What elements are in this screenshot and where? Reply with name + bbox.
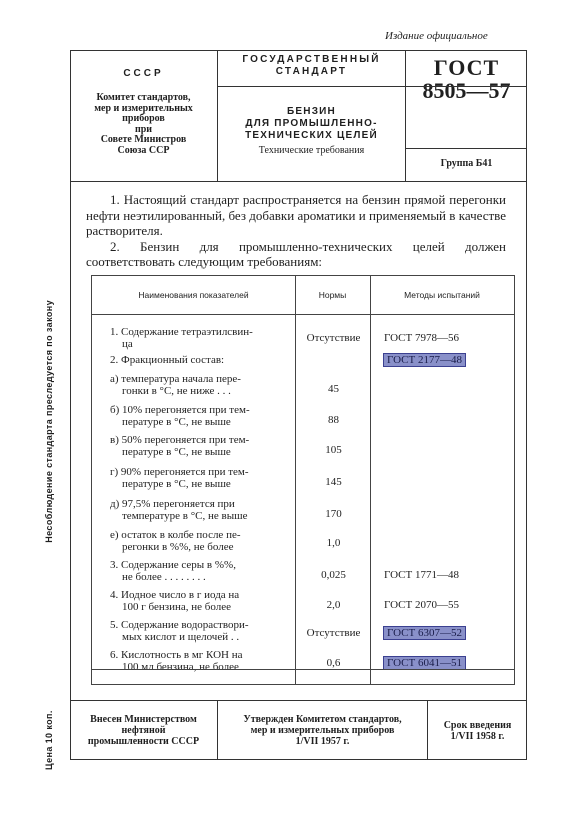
row-name-line: 6. Кислотность в мг КОН на xyxy=(110,649,243,661)
price-label: Цена 10 коп. xyxy=(44,710,54,770)
row-name xyxy=(110,434,302,458)
footer-line: промышленности СССР xyxy=(87,736,200,747)
row-name-line: пературе в °С, не выше xyxy=(122,478,231,490)
footer-line: нефтяной xyxy=(121,725,166,736)
body-text xyxy=(86,192,506,270)
row-name-line: 4. Иодное число в г иода на xyxy=(110,589,240,601)
row-norm: 170 xyxy=(325,508,342,520)
row-name-line: в) 50% перегоняется при тем- xyxy=(110,434,250,446)
row-name-line: регонки в %%, не более xyxy=(122,541,234,553)
row-norm: 0,6 xyxy=(326,657,341,669)
ussr-label: СССР xyxy=(123,68,164,79)
gost-word: ГОСТ xyxy=(433,55,500,80)
row-norm: 145 xyxy=(325,476,342,488)
row-norm: 2,0 xyxy=(326,599,341,611)
row-method xyxy=(384,627,514,639)
row-method xyxy=(384,354,514,366)
committee-name xyxy=(70,93,217,156)
row-name-line: е) остаток в колбе после пе- xyxy=(110,529,241,541)
row-name-line: пературе в °С, не выше xyxy=(122,416,231,428)
row-name xyxy=(110,373,302,397)
highlighted-method: ГОСТ 6307—52 xyxy=(384,627,465,639)
approved-by xyxy=(218,701,428,760)
footer-line: 1/VII 1957 г. xyxy=(295,736,350,747)
row-name xyxy=(110,559,302,583)
paragraph-2: 2. Бензин для промышленно-технических целей должен соответствовать следующим требованиям: xyxy=(86,238,506,269)
row-norm: Отсутствие xyxy=(306,332,361,344)
method-text: ГОСТ 1771—48 xyxy=(384,569,459,581)
row-name-line: 100 г бензина, не более xyxy=(122,601,231,613)
row-name-line: не более . . . . . . . . xyxy=(122,571,206,583)
committee-line: Союза ССР xyxy=(117,144,170,156)
row-name-line: 2. Фракционный состав: xyxy=(110,354,225,366)
side-margin-text xyxy=(44,300,54,770)
title-line: ТЕХНИЧЕСКИХ ЦЕЛЕЙ xyxy=(245,130,378,141)
row-name xyxy=(110,619,302,643)
committee-line: мер и измерительных xyxy=(94,102,193,114)
title-cell xyxy=(218,50,406,181)
state-standard-label xyxy=(218,54,405,78)
row-norm: 105 xyxy=(325,444,342,456)
row-name xyxy=(110,326,302,350)
standard-header xyxy=(70,50,527,182)
title-line: БЕНЗИН xyxy=(287,106,336,117)
issuer-cell xyxy=(70,50,218,181)
title-line: ДЛЯ ПРОМЫШЛЕННО- xyxy=(245,118,378,129)
row-name-line: пературе в °С, не выше xyxy=(122,446,231,458)
row-name xyxy=(110,354,302,366)
row-norm: 45 xyxy=(328,383,339,395)
committee-line: Комитет стандартов, xyxy=(96,92,191,103)
footer-line: Внесен Министерством xyxy=(90,714,197,725)
document-title xyxy=(218,106,405,142)
row-norm: 1,0 xyxy=(326,537,341,549)
introduced-by xyxy=(70,701,218,760)
row-method xyxy=(384,569,514,581)
committee-line: при xyxy=(134,123,153,135)
group-divider xyxy=(406,148,527,149)
row-name xyxy=(110,466,302,490)
footer-line: 1/VII 1958 г. xyxy=(450,730,505,742)
row-norm: 88 xyxy=(328,414,339,426)
footer-line: мер и измерительных приборов xyxy=(250,725,395,736)
document-subtitle: Технические требования xyxy=(258,145,365,156)
row-norm: Отсутствие xyxy=(306,627,361,639)
highlighted-method: ГОСТ 6041—51 xyxy=(384,657,465,669)
committee-line: приборов xyxy=(122,113,165,124)
row-name-line: ца xyxy=(122,338,133,350)
header-method: Методы испытаний xyxy=(404,290,480,300)
row-name-line: д) 97,5% перегоняется при xyxy=(110,498,235,510)
header-name: Наименования показателей xyxy=(138,290,249,300)
row-name-line: гонки в °С, не ниже . . . xyxy=(122,385,231,397)
effective-date xyxy=(428,701,527,760)
row-norm: 0,025 xyxy=(321,569,346,581)
row-name-line: 3. Содержание серы в %%, xyxy=(110,559,236,571)
gost-number: 8505—57 xyxy=(422,78,511,103)
method-text: ГОСТ 2070—55 xyxy=(384,599,459,611)
method-text: ГОСТ 7978—56 xyxy=(384,332,459,344)
row-method xyxy=(384,332,514,344)
committee-line: Совете Министров xyxy=(100,134,187,145)
row-name xyxy=(110,589,302,613)
row-name-line: 100 мл бензина, не более xyxy=(122,661,239,673)
header-divider xyxy=(218,86,527,87)
footer-line: Срок введения xyxy=(443,719,512,731)
state-standard-line: ГОСУДАРСТВЕННЫЙ xyxy=(242,54,381,65)
row-name-line: б) 10% перегоняется при тем- xyxy=(110,404,250,416)
header-norm: Нормы xyxy=(318,290,347,300)
row-method xyxy=(384,599,514,611)
paragraph-1: 1. Настоящий стандарт распространяется на бензин прямой перегонки нефти неэтилированный, без добавки ароматики и применяемый в качестве растворителя. xyxy=(86,192,506,238)
row-name-line: температуре в °С, не выше xyxy=(122,510,248,522)
row-name xyxy=(110,529,302,553)
table-footer xyxy=(92,669,514,684)
legal-warning: Несоблюдение стандарта преследуется по закону xyxy=(44,300,54,543)
table-header xyxy=(92,276,514,315)
footer-line: Утвержден Комитетом стандартов, xyxy=(243,714,402,725)
row-name-line: г) 90% перегоняется при тем- xyxy=(110,466,249,478)
row-name xyxy=(110,404,302,428)
edition-label: Издание официальное xyxy=(385,30,488,42)
group-label: Группа Б41 xyxy=(440,158,493,169)
row-method xyxy=(384,657,514,669)
row-name xyxy=(110,498,302,522)
column-divider xyxy=(370,276,371,684)
row-name-line: а) температура начала пере- xyxy=(110,373,241,385)
row-name-line: 5. Содержание водораствори- xyxy=(110,619,249,631)
row-name-line: мых кислот и щелочей . . xyxy=(122,631,240,643)
requirements-table xyxy=(91,275,515,685)
standard-footer xyxy=(70,700,527,760)
row-name-line: 1. Содержание тетраэтилсвин- xyxy=(110,326,253,338)
highlighted-method: ГОСТ 2177—48 xyxy=(384,354,465,366)
state-standard-line: СТАНДАРТ xyxy=(275,66,348,77)
